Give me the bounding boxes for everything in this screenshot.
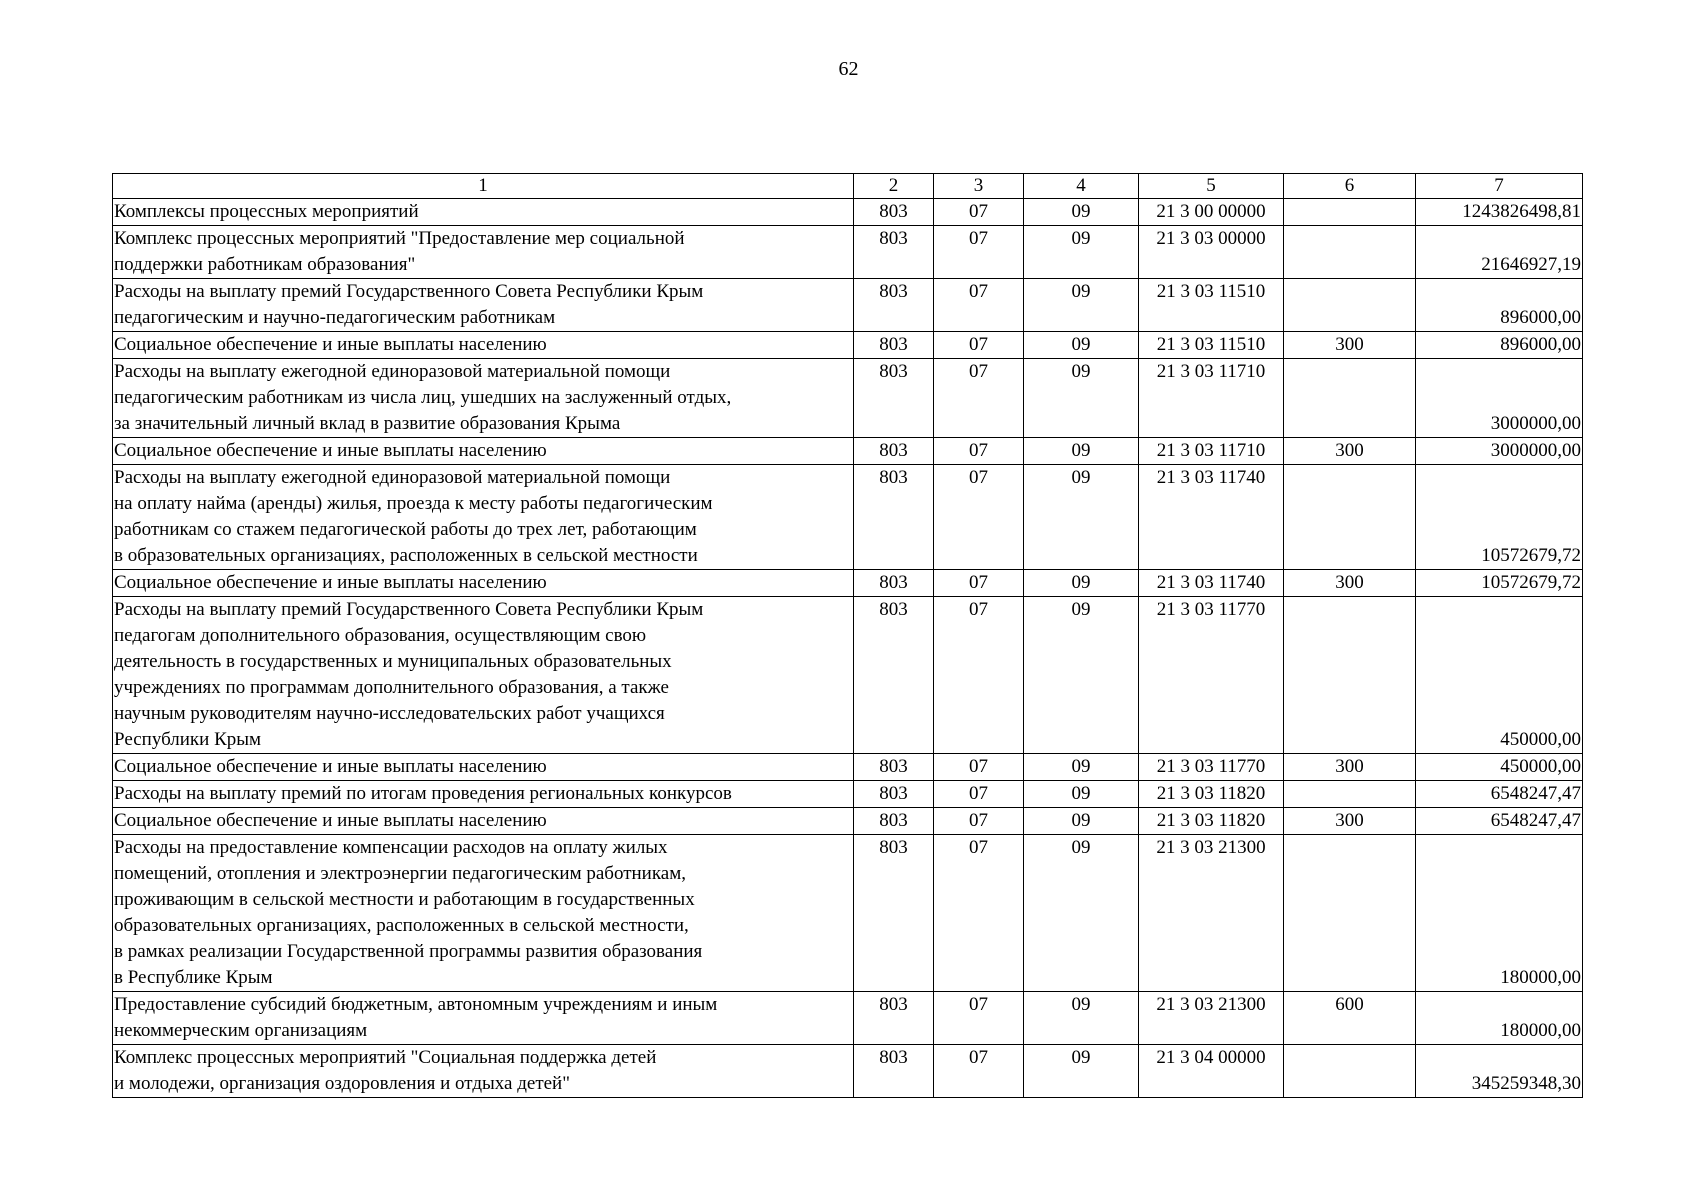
table-header-row xyxy=(113,174,1583,199)
subsection-code: 09 xyxy=(1024,226,1139,279)
expense-type-code xyxy=(1284,359,1416,438)
description-line: Предоставление субсидий бюджетным, автономным учреждениям и иным xyxy=(114,994,718,1015)
section-code: 07 xyxy=(934,597,1024,754)
section-code: 07 xyxy=(934,279,1024,332)
section-code: 07 xyxy=(934,438,1024,465)
description-line: педагогам дополнительного образования, осуществляющим свою xyxy=(114,625,647,646)
subsection-code: 09 xyxy=(1024,359,1139,438)
target-article-code: 21 3 03 00000 xyxy=(1139,226,1284,279)
row-description xyxy=(113,465,854,570)
target-article-code: 21 3 03 11510 xyxy=(1139,332,1284,359)
expense-type-code xyxy=(1284,465,1416,570)
subsection-code: 09 xyxy=(1024,570,1139,597)
description-line: научным руководителям научно-исследовательских работ учащихся xyxy=(114,703,665,724)
table-row xyxy=(113,781,1583,808)
column-header-1: 1 xyxy=(113,174,854,199)
description-line: некоммерческим организациям xyxy=(114,1020,368,1041)
page-number: 62 xyxy=(838,58,859,80)
section-code: 07 xyxy=(934,359,1024,438)
expense-type-code xyxy=(1284,199,1416,226)
row-description xyxy=(113,808,854,835)
amount: 896000,00 xyxy=(1416,332,1583,359)
amount: 180000,00 xyxy=(1416,992,1583,1045)
column-header-3: 3 xyxy=(934,174,1024,199)
expense-type-code: 600 xyxy=(1284,992,1416,1045)
table-row xyxy=(113,359,1583,438)
description-line: педагогическим и научно-педагогическим работникам xyxy=(114,307,556,328)
subsection-code: 09 xyxy=(1024,465,1139,570)
table-row xyxy=(113,808,1583,835)
ministry-code: 803 xyxy=(854,279,934,332)
target-article-code: 21 3 03 11710 xyxy=(1139,359,1284,438)
row-description xyxy=(113,359,854,438)
row-description xyxy=(113,1045,854,1098)
subsection-code: 09 xyxy=(1024,754,1139,781)
section-code: 07 xyxy=(934,199,1024,226)
ministry-code: 803 xyxy=(854,570,934,597)
amount: 3000000,00 xyxy=(1416,438,1583,465)
column-header-6: 6 xyxy=(1284,174,1416,199)
row-description xyxy=(113,570,854,597)
column-header-7: 7 xyxy=(1416,174,1583,199)
column-header-5: 5 xyxy=(1139,174,1284,199)
row-description xyxy=(113,279,854,332)
table-row xyxy=(113,570,1583,597)
row-description xyxy=(113,332,854,359)
table-row xyxy=(113,332,1583,359)
target-article-code: 21 3 03 11510 xyxy=(1139,279,1284,332)
description-line: в рамках реализации Государственной программы развития образования xyxy=(114,941,703,962)
expense-type-code: 300 xyxy=(1284,808,1416,835)
row-description xyxy=(113,199,854,226)
target-article-code: 21 3 04 00000 xyxy=(1139,1045,1284,1098)
expense-type-code xyxy=(1284,597,1416,754)
expense-type-code xyxy=(1284,226,1416,279)
ministry-code: 803 xyxy=(854,754,934,781)
expense-type-code xyxy=(1284,1045,1416,1098)
ministry-code: 803 xyxy=(854,465,934,570)
amount: 896000,00 xyxy=(1416,279,1583,332)
table-row xyxy=(113,465,1583,570)
amount: 3000000,00 xyxy=(1416,359,1583,438)
subsection-code: 09 xyxy=(1024,781,1139,808)
amount: 6548247,47 xyxy=(1416,808,1583,835)
description-line: Комплекс процессных мероприятий "Социальная поддержка детей xyxy=(114,1047,657,1068)
amount: 6548247,47 xyxy=(1416,781,1583,808)
table-row xyxy=(113,438,1583,465)
subsection-code: 09 xyxy=(1024,279,1139,332)
column-header-2: 2 xyxy=(854,174,934,199)
amount: 450000,00 xyxy=(1416,754,1583,781)
description-line: Социальное обеспечение и иные выплаты населению xyxy=(114,440,547,461)
description-line: Республики Крым xyxy=(114,729,262,750)
ministry-code: 803 xyxy=(854,808,934,835)
description-line: Социальное обеспечение и иные выплаты населению xyxy=(114,572,547,593)
expense-type-code xyxy=(1284,835,1416,992)
description-line: поддержки работникам образования" xyxy=(114,254,416,275)
expense-type-code: 300 xyxy=(1284,332,1416,359)
description-line: Комплекс процессных мероприятий "Предоставление мер социальной xyxy=(114,228,685,249)
description-line: и молодежи, организация оздоровления и отдыха детей" xyxy=(114,1073,570,1094)
row-description xyxy=(113,992,854,1045)
description-line: деятельность в государственных и муниципальных образовательных xyxy=(114,651,672,672)
description-line: Расходы на выплату премий Государственного Совета Республики Крым xyxy=(114,599,704,620)
ministry-code: 803 xyxy=(854,1045,934,1098)
description-line: Расходы на предоставление компенсации расходов на оплату жилых xyxy=(114,837,668,858)
ministry-code: 803 xyxy=(854,332,934,359)
amount: 10572679,72 xyxy=(1416,465,1583,570)
section-code: 07 xyxy=(934,570,1024,597)
target-article-code: 21 3 03 11740 xyxy=(1139,570,1284,597)
expense-type-code xyxy=(1284,781,1416,808)
section-code: 07 xyxy=(934,226,1024,279)
section-code: 07 xyxy=(934,332,1024,359)
table-row xyxy=(113,199,1583,226)
description-line: Расходы на выплату ежегодной единоразовой материальной помощи xyxy=(114,467,671,488)
row-description xyxy=(113,781,854,808)
row-description xyxy=(113,597,854,754)
section-code: 07 xyxy=(934,781,1024,808)
subsection-code: 09 xyxy=(1024,332,1139,359)
section-code: 07 xyxy=(934,808,1024,835)
row-description xyxy=(113,226,854,279)
description-line: педагогическим работникам из числа лиц, ушедших на заслуженный отдых, xyxy=(114,387,732,408)
target-article-code: 21 3 03 11740 xyxy=(1139,465,1284,570)
table-row xyxy=(113,992,1583,1045)
amount: 450000,00 xyxy=(1416,597,1583,754)
target-article-code: 21 3 03 21300 xyxy=(1139,835,1284,992)
target-article-code: 21 3 03 11820 xyxy=(1139,808,1284,835)
table-row xyxy=(113,754,1583,781)
ministry-code: 803 xyxy=(854,597,934,754)
expense-type-code: 300 xyxy=(1284,438,1416,465)
table-row xyxy=(113,226,1583,279)
section-code: 07 xyxy=(934,1045,1024,1098)
description-line: образовательных организациях, расположенных в сельской местности, xyxy=(114,915,689,936)
description-line: Комплексы процессных мероприятий xyxy=(114,201,419,222)
row-description xyxy=(113,835,854,992)
description-line: учреждениях по программам дополнительного образования, а также xyxy=(114,677,669,698)
description-line: Расходы на выплату ежегодной единоразовой материальной помощи xyxy=(114,361,671,382)
description-line: помещений, отопления и электроэнергии педагогическим работникам, xyxy=(114,863,687,884)
budget-table xyxy=(112,173,1583,1098)
table-row xyxy=(113,597,1583,754)
amount: 345259348,30 xyxy=(1416,1045,1583,1098)
ministry-code: 803 xyxy=(854,438,934,465)
description-line: Расходы на выплату премий Государственного Совета Республики Крым xyxy=(114,281,704,302)
ministry-code: 803 xyxy=(854,226,934,279)
row-description xyxy=(113,438,854,465)
subsection-code: 09 xyxy=(1024,438,1139,465)
subsection-code: 09 xyxy=(1024,1045,1139,1098)
subsection-code: 09 xyxy=(1024,199,1139,226)
expense-type-code xyxy=(1284,279,1416,332)
subsection-code: 09 xyxy=(1024,992,1139,1045)
subsection-code: 09 xyxy=(1024,597,1139,754)
column-header-4: 4 xyxy=(1024,174,1139,199)
target-article-code: 21 3 03 11710 xyxy=(1139,438,1284,465)
amount: 21646927,19 xyxy=(1416,226,1583,279)
description-line: Социальное обеспечение и иные выплаты населению xyxy=(114,334,547,355)
ministry-code: 803 xyxy=(854,199,934,226)
target-article-code: 21 3 03 11820 xyxy=(1139,781,1284,808)
section-code: 07 xyxy=(934,754,1024,781)
description-line: проживающим в сельской местности и работающим в государственных xyxy=(114,889,695,910)
description-line: на оплату найма (аренды) жилья, проезда к месту работы педагогическим xyxy=(114,493,713,514)
description-line: Социальное обеспечение и иные выплаты населению xyxy=(114,756,547,777)
table-row xyxy=(113,279,1583,332)
table-row xyxy=(113,835,1583,992)
target-article-code: 21 3 03 11770 xyxy=(1139,597,1284,754)
description-line: в образовательных организациях, расположенных в сельской местности xyxy=(114,545,698,566)
row-description xyxy=(113,754,854,781)
ministry-code: 803 xyxy=(854,781,934,808)
description-line: Расходы на выплату премий по итогам проведения региональных конкурсов xyxy=(114,783,732,804)
amount: 180000,00 xyxy=(1416,835,1583,992)
section-code: 07 xyxy=(934,465,1024,570)
subsection-code: 09 xyxy=(1024,835,1139,992)
table-row xyxy=(113,1045,1583,1098)
amount: 10572679,72 xyxy=(1416,570,1583,597)
description-line: за значительный личный вклад в развитие образования Крыма xyxy=(114,413,621,434)
target-article-code: 21 3 00 00000 xyxy=(1139,199,1284,226)
ministry-code: 803 xyxy=(854,835,934,992)
description-line: работникам со стажем педагогической работы до трех лет, работающим xyxy=(114,519,697,540)
section-code: 07 xyxy=(934,992,1024,1045)
subsection-code: 09 xyxy=(1024,808,1139,835)
target-article-code: 21 3 03 21300 xyxy=(1139,992,1284,1045)
ministry-code: 803 xyxy=(854,992,934,1045)
section-code: 07 xyxy=(934,835,1024,992)
target-article-code: 21 3 03 11770 xyxy=(1139,754,1284,781)
expense-type-code: 300 xyxy=(1284,754,1416,781)
ministry-code: 803 xyxy=(854,359,934,438)
description-line: в Республике Крым xyxy=(114,967,273,988)
expense-type-code: 300 xyxy=(1284,570,1416,597)
amount: 1243826498,81 xyxy=(1416,199,1583,226)
description-line: Социальное обеспечение и иные выплаты населению xyxy=(114,810,547,831)
